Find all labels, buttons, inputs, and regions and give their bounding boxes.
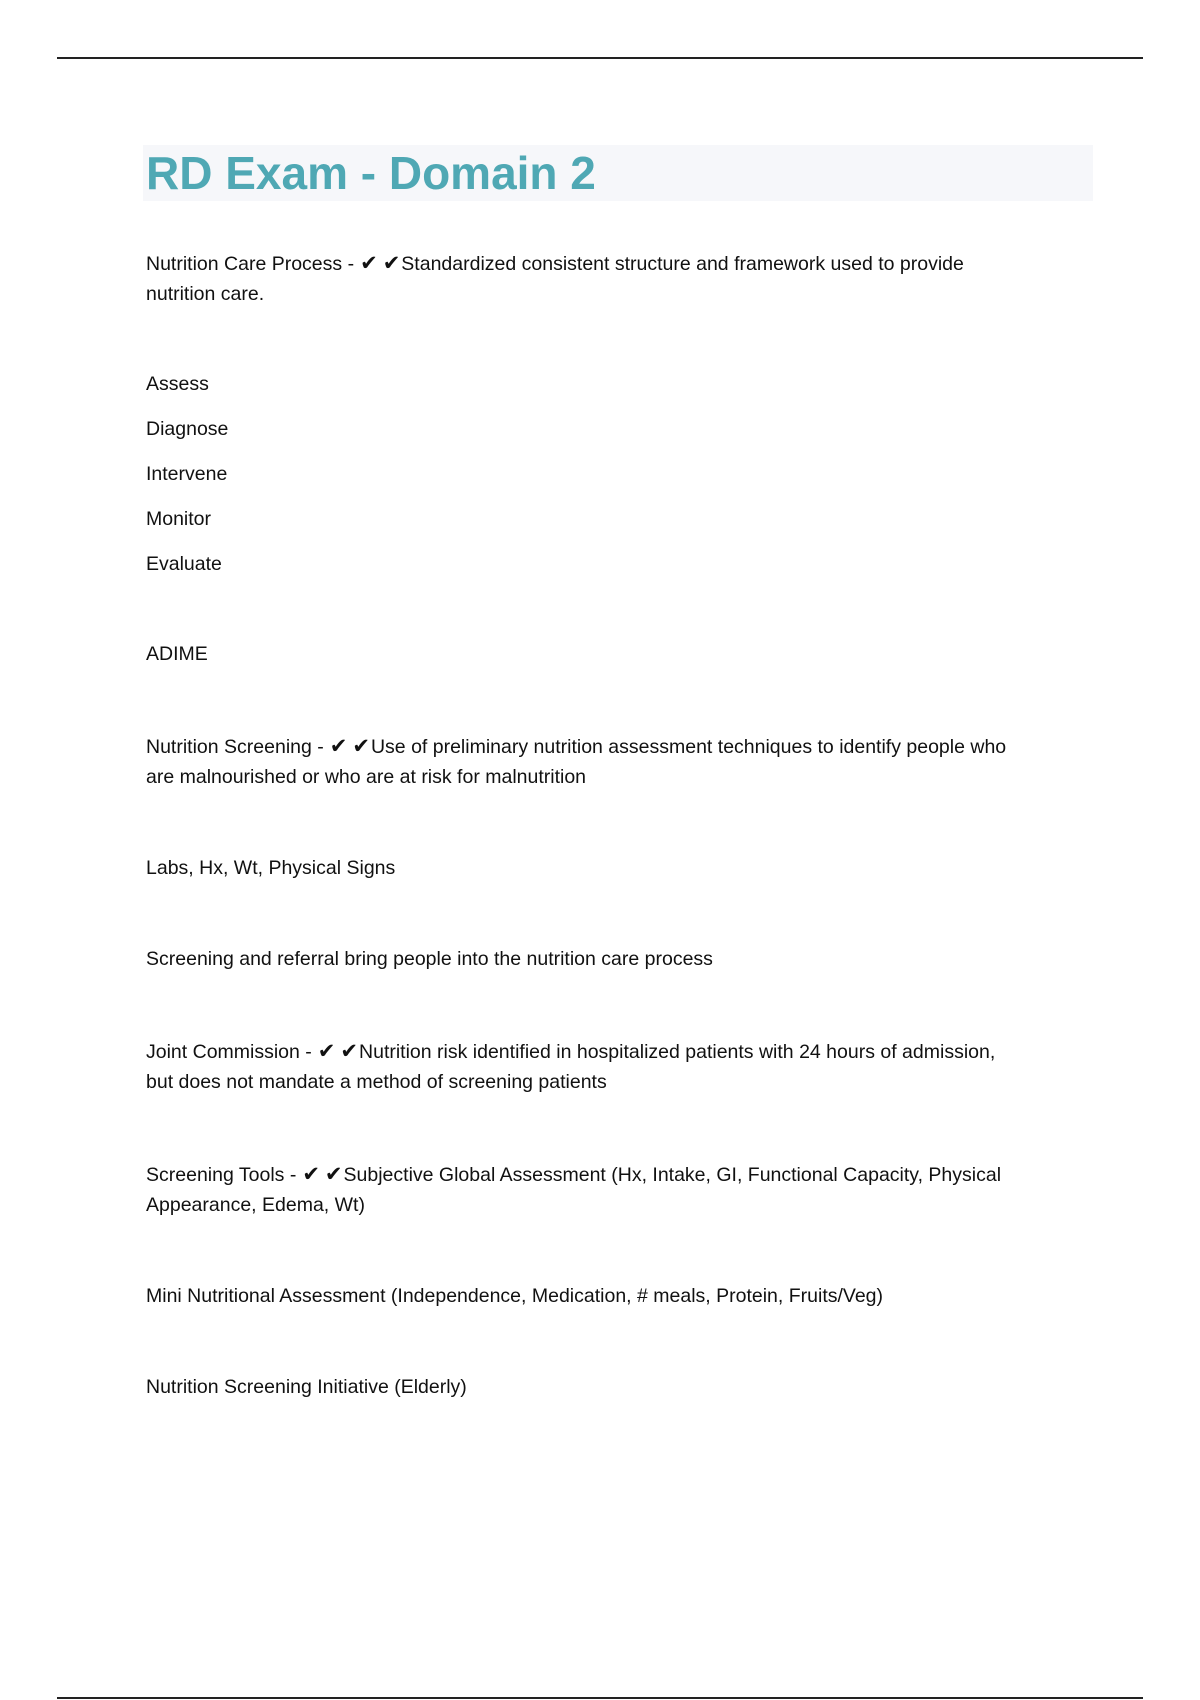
term-label: Joint Commission - [146, 1041, 312, 1063]
checkmark-icon: ✔ [360, 251, 378, 275]
document-body [146, 248, 1106, 1402]
checkmark-icon: ✔ [329, 734, 348, 758]
entry-screening-tools [146, 1159, 1106, 1190]
body-text: Mini Nutritional Assessment (Independence, Medication, # meals, Protein, Fruits/Veg) [146, 1285, 884, 1307]
list-item: Assess [146, 373, 209, 395]
term-label: Nutrition Screening - [146, 736, 324, 758]
body-text: Labs, Hx, Wt, Physical Signs [146, 857, 396, 879]
header-rule [57, 57, 1143, 59]
checkmark-icon: ✔ [352, 734, 370, 758]
acronym-text: ADIME [146, 643, 208, 665]
checkmark-icon: ✔ [317, 1039, 336, 1063]
definition-text: Use of preliminary nutrition assessment techniques to identify people who [370, 736, 1007, 758]
checkmark-icon: ✔ [302, 1162, 320, 1186]
entry-nutrition-screening [146, 731, 1106, 762]
footer-rule [57, 1697, 1143, 1699]
definition-continuation: but does not mandate a method of screening patients [146, 1071, 607, 1093]
document-title: RD Exam - Domain 2 [146, 147, 596, 199]
definition-text: Nutrition risk identified in hospitalized patients with 24 hours of admission, [359, 1041, 996, 1063]
checkmark-icon: ✔ [340, 1039, 359, 1063]
term-label: Nutrition Care Process - [146, 253, 355, 275]
entry-nutrition-care-process [146, 248, 1106, 279]
checkmark-icon: ✔ [382, 251, 401, 275]
body-text: Nutrition Screening Initiative (Elderly) [146, 1376, 467, 1398]
term-label: Screening Tools - [146, 1164, 297, 1186]
list-item: Diagnose [146, 418, 229, 440]
list-item: Intervene [146, 463, 228, 485]
body-text: Screening and referral bring people into the nutrition care process [146, 948, 713, 970]
definition-continuation: nutrition care. [146, 283, 265, 305]
entry-joint-commission [146, 1036, 1106, 1067]
definition-continuation: are malnourished or who are at risk for malnutrition [146, 766, 587, 788]
definition-continuation: Appearance, Edema, Wt) [146, 1194, 365, 1216]
list-item: Evaluate [146, 553, 222, 575]
definition-text: Standardized consistent structure and framework used to provide [401, 253, 964, 275]
checkmark-icon: ✔ [324, 1162, 343, 1186]
list-item: Monitor [146, 508, 212, 530]
definition-text: Subjective Global Assessment (Hx, Intake, GI, Functional Capacity, Physical [343, 1164, 1002, 1186]
